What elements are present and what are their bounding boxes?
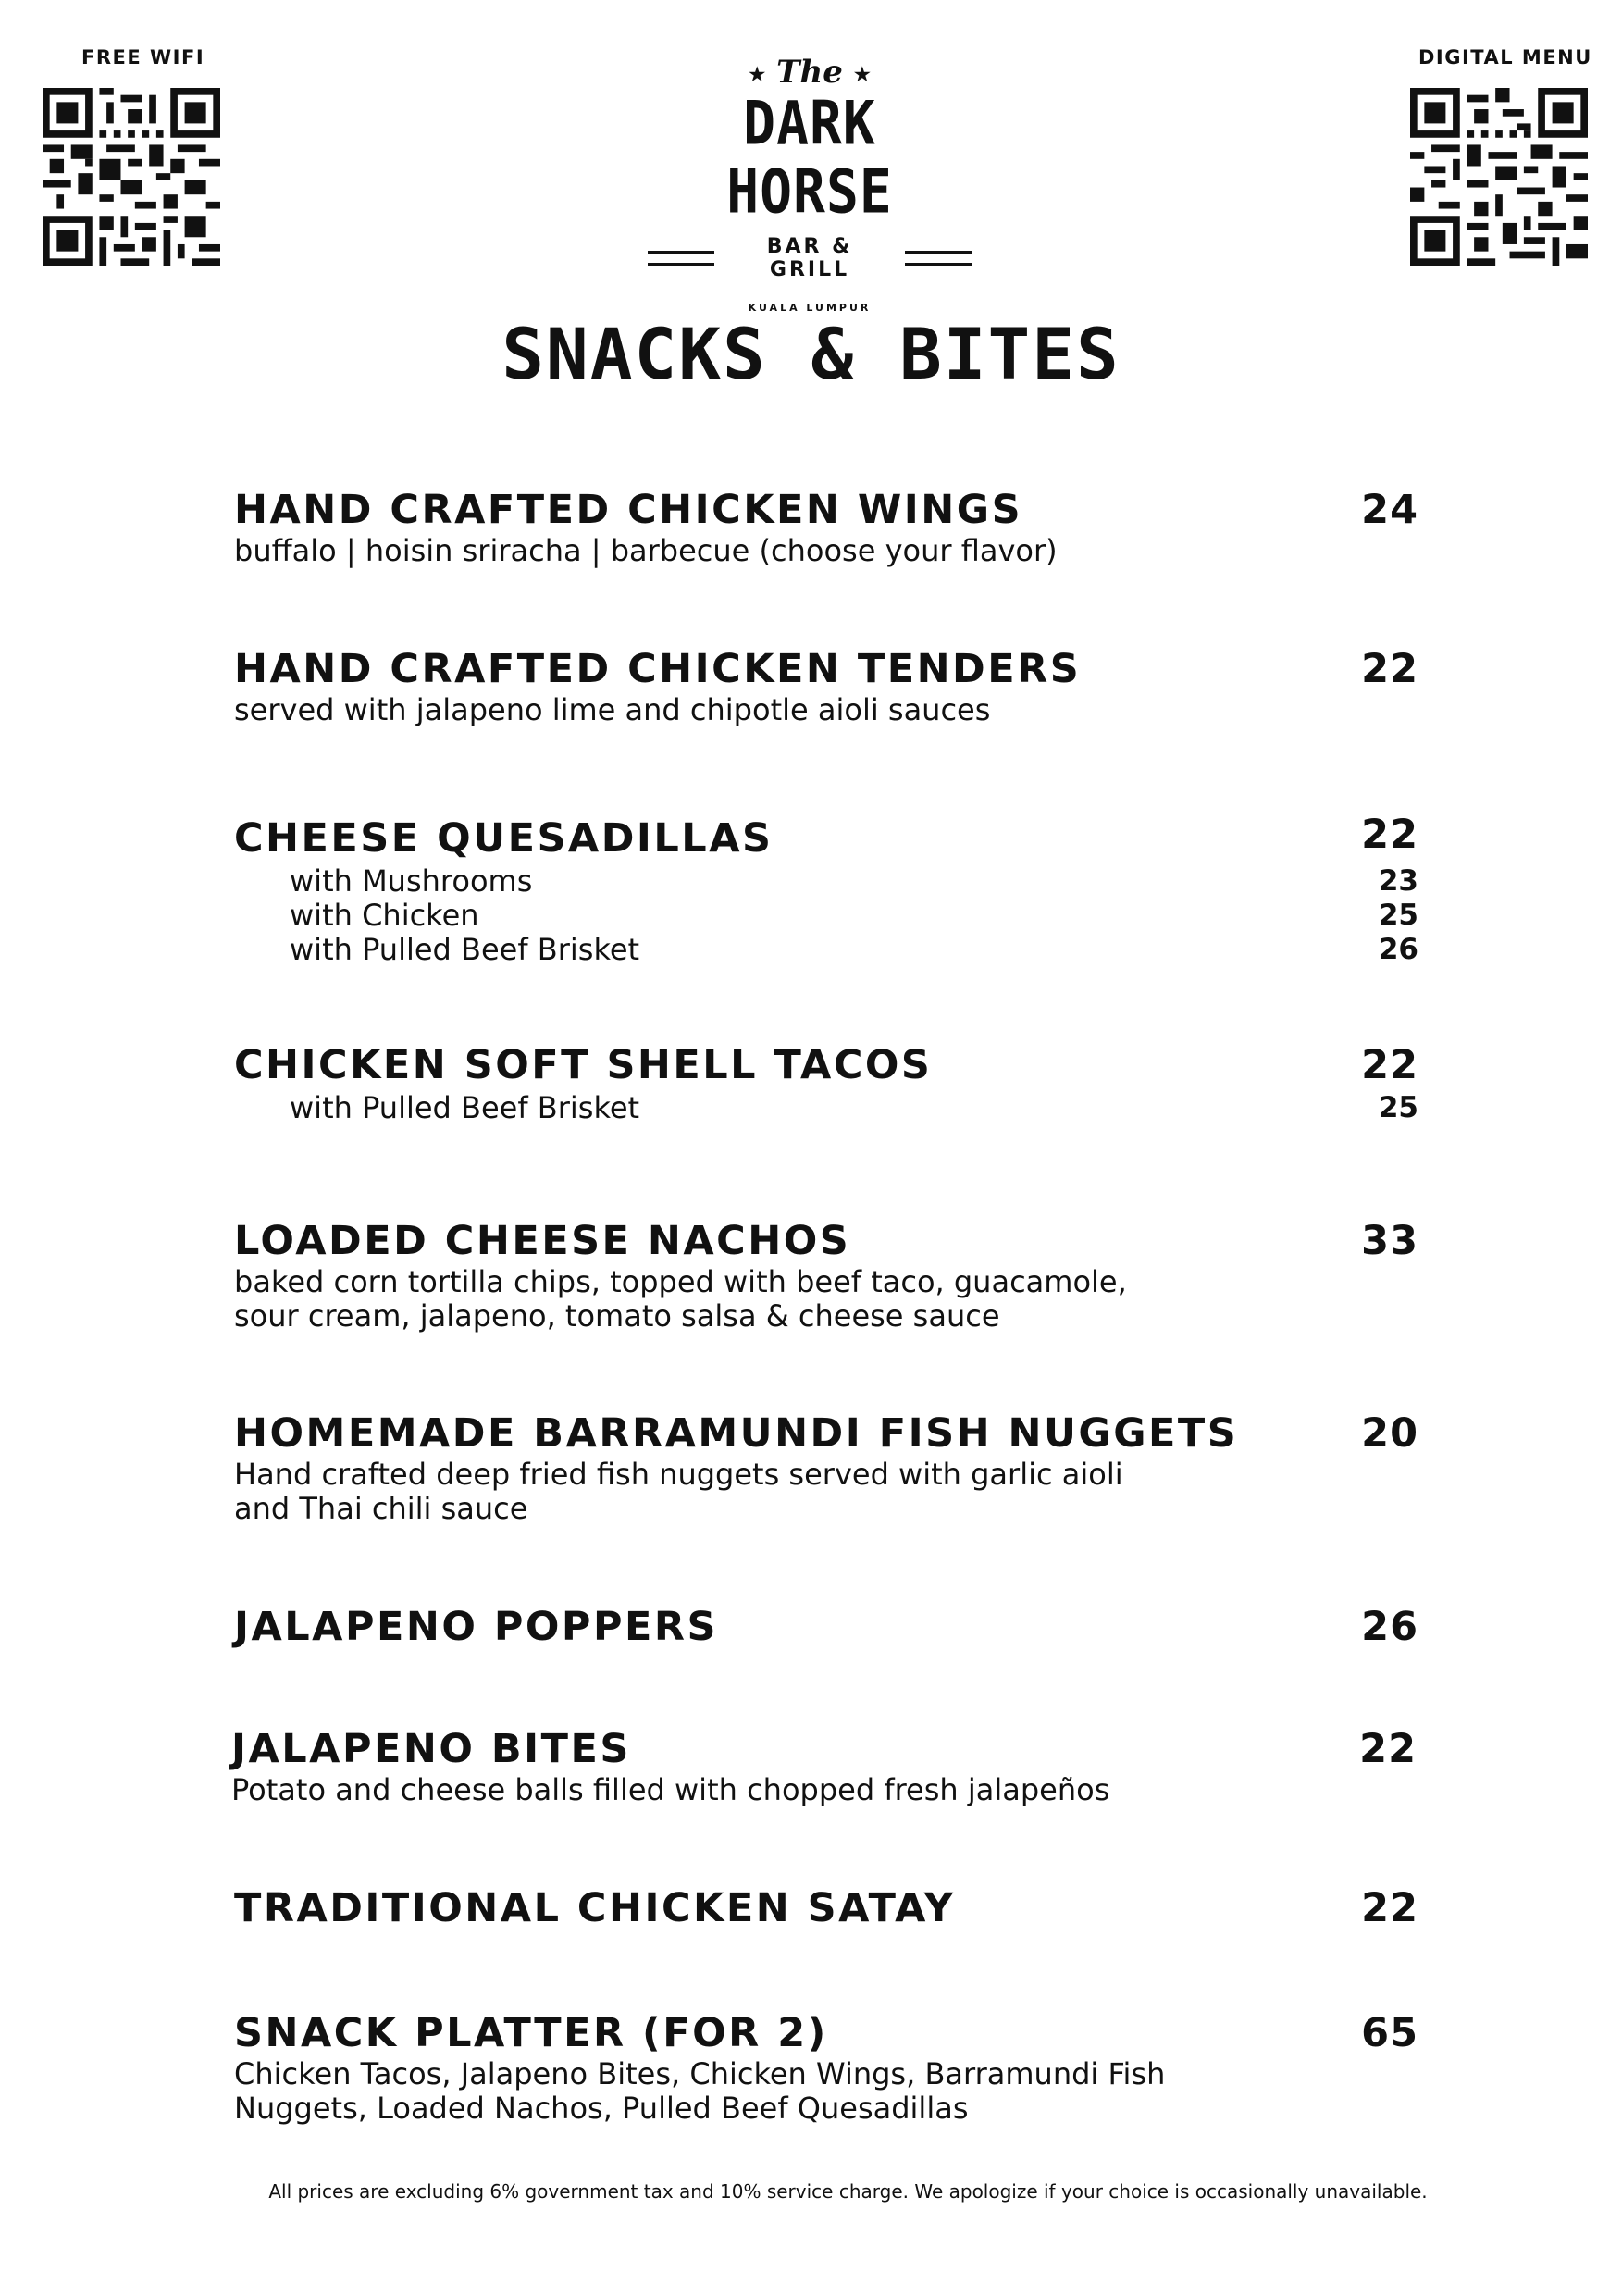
- item-price: 22: [1361, 812, 1418, 858]
- item-description-line: and Thai chili sauce: [234, 1491, 528, 1526]
- item-price: 22: [1361, 1042, 1418, 1088]
- footer-disclaimer: All prices are excluding 6% government tax and 10% service charge. We apologize if your choice is occasionally unavailable.: [268, 2180, 1428, 2203]
- menu-item: [231, 1725, 1417, 1807]
- item-name: LOADED CHEESE NACHOS: [234, 1218, 851, 1264]
- item-option: [234, 933, 1418, 967]
- menu-item: [234, 645, 1418, 727]
- option-label: with Pulled Beef Brisket: [290, 1090, 640, 1125]
- item-price: 65: [1361, 2010, 1418, 2056]
- logo-subtitle-row: [648, 235, 972, 281]
- item-price: 33: [1361, 1218, 1418, 1264]
- item-price: 20: [1361, 1410, 1418, 1457]
- menu-item: [234, 1041, 1418, 1125]
- item-description-line: Nuggets, Loaded Nachos, Pulled Beef Quesadillas: [234, 2091, 969, 2126]
- restaurant-logo: [648, 54, 972, 314]
- item-description-line: Chicken Tacos, Jalapeno Bites, Chicken Wings, Barramundi Fish: [234, 2056, 1166, 2091]
- item-name: HAND CRAFTED CHICKEN TENDERS: [234, 646, 1082, 692]
- option-price: 26: [1378, 933, 1418, 966]
- option-price: 23: [1378, 864, 1418, 898]
- item-price: 22: [1359, 1726, 1417, 1772]
- item-option: [234, 899, 1418, 933]
- divider: [648, 251, 714, 266]
- star-icon: ★: [749, 63, 766, 85]
- item-price: 26: [1361, 1604, 1418, 1650]
- item-name: CHICKEN SOFT SHELL TACOS: [234, 1042, 933, 1088]
- option-price: 25: [1378, 899, 1418, 932]
- item-name: JALAPENO BITES: [231, 1726, 631, 1772]
- item-name: TRADITIONAL CHICKEN SATAY: [234, 1885, 956, 1931]
- item-option: [234, 864, 1418, 899]
- menu-item: [234, 1217, 1418, 1334]
- option-label: with Mushrooms: [290, 863, 533, 899]
- menu-item: [234, 1884, 1418, 1932]
- item-description-line: baked corn tortilla chips, topped with beef taco, guacamole,: [234, 1264, 1127, 1299]
- logo-the-row: [648, 54, 972, 91]
- item-description-line: sour cream, jalapeno, tomato salsa & cheese sauce: [234, 1298, 1000, 1334]
- item-name: CHEESE QUESADILLAS: [234, 815, 774, 862]
- digital-menu-qr-code-icon[interactable]: [1410, 88, 1588, 266]
- logo-subtitle: BAR & GRILL: [766, 235, 853, 281]
- item-name: HOMEMADE BARRAMUNDI FISH NUGGETS: [234, 1410, 1239, 1457]
- item-description: buffalo | hoisin sriracha | barbecue (choose your flavor): [234, 533, 1058, 568]
- item-option: [234, 1091, 1418, 1125]
- divider: [905, 251, 972, 266]
- menu-item: [234, 1603, 1418, 1651]
- menu-item: [234, 814, 1418, 967]
- digital-menu-label: DIGITAL MENU: [1418, 46, 1592, 68]
- item-price: 24: [1361, 487, 1418, 533]
- item-description-line: Hand crafted deep fried fish nuggets served with garlic aioli: [234, 1457, 1123, 1492]
- menu-item: [234, 2009, 1418, 2126]
- option-label: with Chicken: [290, 898, 479, 933]
- item-name: HAND CRAFTED CHICKEN WINGS: [234, 487, 1023, 533]
- option-label: with Pulled Beef Brisket: [290, 932, 640, 967]
- item-name: JALAPENO POPPERS: [234, 1604, 718, 1650]
- logo-the: The: [776, 54, 843, 91]
- section-title: SNACKS & BITES: [501, 313, 1121, 395]
- logo-city: KUALA LUMPUR: [748, 302, 872, 314]
- option-price: 25: [1378, 1091, 1418, 1124]
- star-icon: ★: [853, 63, 871, 85]
- logo-name: DARK HORSE: [726, 87, 893, 228]
- menu-item: [234, 486, 1418, 568]
- item-price: 22: [1361, 1885, 1418, 1931]
- item-price: 22: [1361, 646, 1418, 692]
- wifi-qr-code-icon[interactable]: [43, 88, 220, 266]
- free-wifi-label: FREE WIFI: [81, 46, 205, 68]
- item-name: SNACK PLATTER (FOR 2): [234, 2010, 828, 2056]
- item-description: served with jalapeno lime and chipotle aioli sauces: [234, 692, 991, 727]
- item-description: Potato and cheese balls filled with chopped fresh jalapeños: [231, 1772, 1110, 1807]
- menu-item: [234, 1409, 1418, 1526]
